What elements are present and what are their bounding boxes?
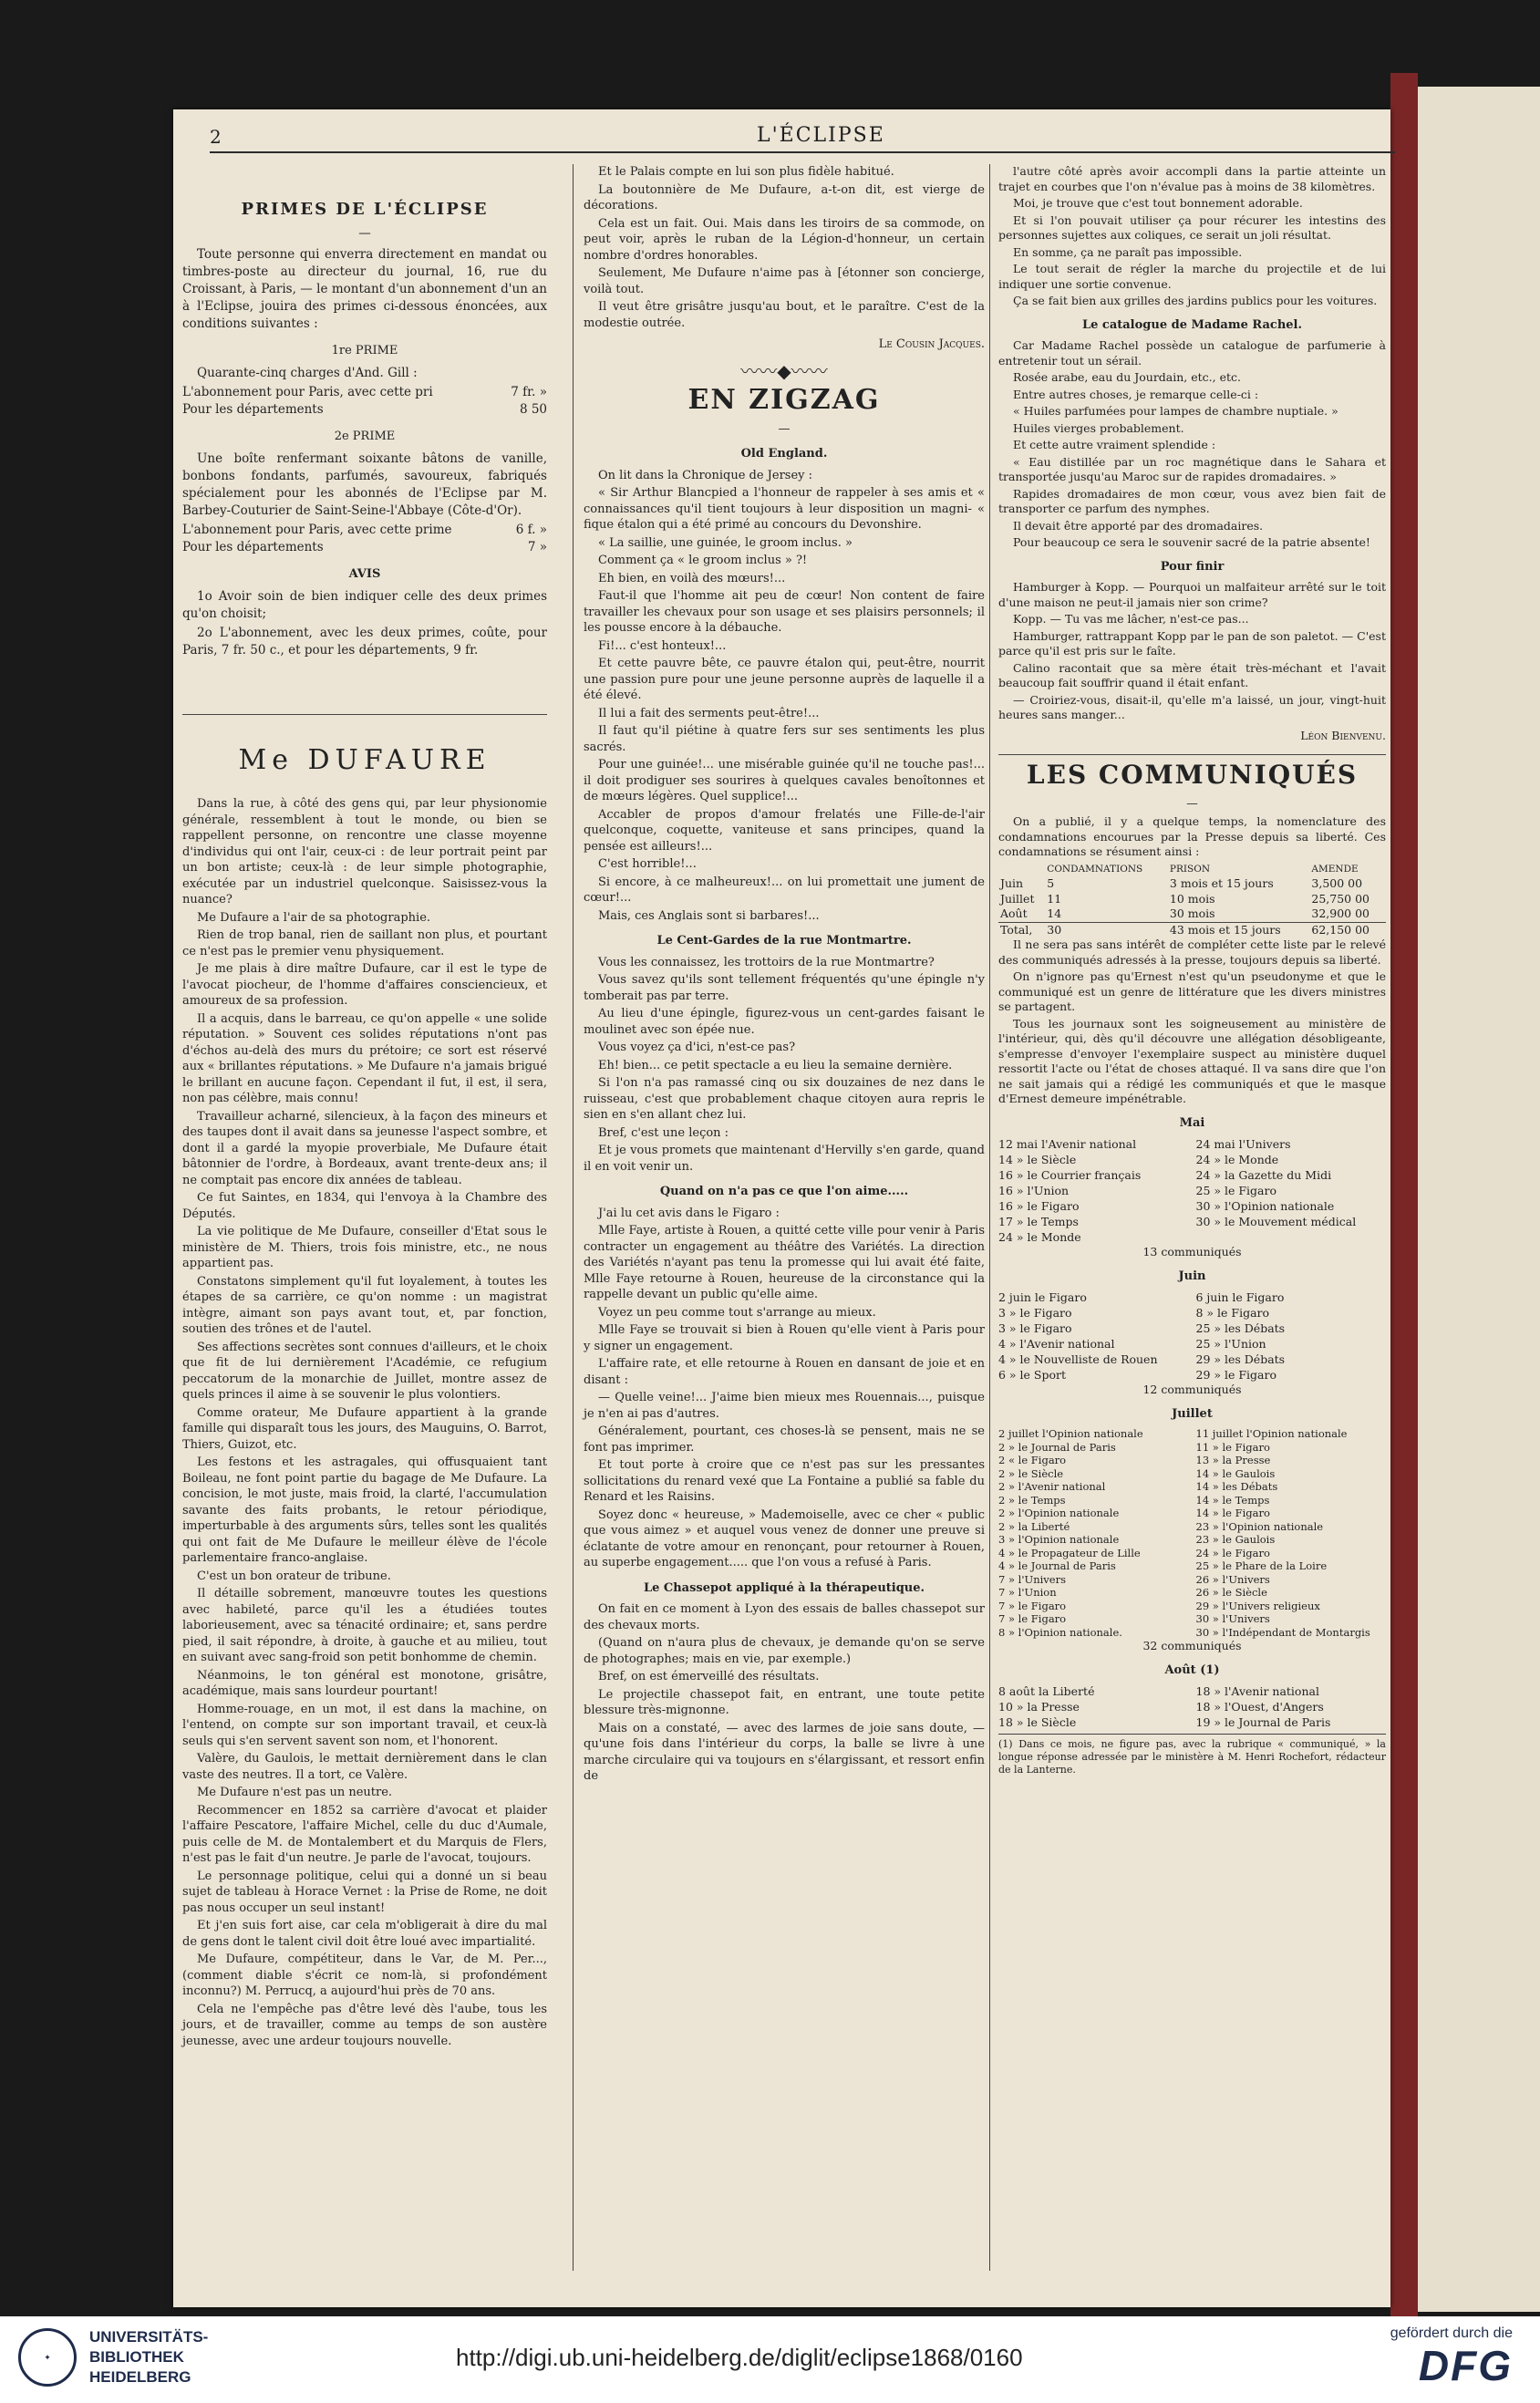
table-header: CONDAMNATIONS	[1047, 863, 1143, 875]
table-cell: 14	[1047, 906, 1062, 920]
paragraph: Il faut qu'il piétine à quatre fers sur ses sentiments les plus sacrés.	[584, 724, 985, 754]
paragraph: Néanmoins, le ton général est monotone, grisâtre, académique, mais sans lourdeur pourtant!	[182, 1668, 547, 1698]
dfg-text: DFG	[1418, 2342, 1513, 2389]
cent-gardes-title: Le Cent-Gardes de la rue Montmartre.	[656, 934, 912, 948]
prime2-dep-label: Pour les départements	[182, 540, 324, 554]
list-item: 12 mai l'Avenir national	[998, 1137, 1137, 1151]
paragraph: Et j'en suis fort aise, car cela m'obligerait à dire du mal de gens dont le talent civil doit être loué avec impartialité.	[182, 1919, 547, 1949]
table-row	[998, 922, 1386, 937]
list-item: 11 juillet l'Opinion nationale	[1195, 1427, 1348, 1440]
list-item: 26 » le Siècle	[1195, 1586, 1267, 1599]
list-item: 16 » le Figaro	[998, 1199, 1080, 1213]
paragraph: Si encore, à ce malheureux!... on lui promettait une jument de cœur!...	[584, 875, 985, 905]
paragraph: Pour beaucoup ce sera le souvenir sacré de la patrie absente!	[1013, 535, 1370, 549]
paragraph: L'affaire rate, et elle retourne à Rouen en dansant de joie et en disant :	[584, 1357, 985, 1387]
paragraph: Et le Palais compte en lui son plus fidèle habitué.	[598, 165, 894, 179]
paragraph: Tous les journaux sont les soigneusement au ministère de l'intérieur, qui, dès qu'il découvre une allégation désobligeante, s'empresse d'envoyer l'exemplaire suspect au ministère duquel ressortit l'acte ou l'état de choses attaqué. Il va sans dire que l'on ne sait jamais qui a rédigé les communiqués et que le masque d'Ernest demeure impénétrable.	[998, 1016, 1386, 1105]
list-item: 29 » les Débats	[1195, 1352, 1286, 1366]
paragraph: Eh bien, en voilà des mœurs!...	[598, 571, 786, 585]
list-item: 16 » l'Union	[998, 1184, 1070, 1197]
list-item: 25 » le Figaro	[1195, 1184, 1276, 1197]
list-item: 14 » le Gaulois	[1195, 1466, 1276, 1480]
paragraph: Ce fut Saintes, en 1834, qui l'envoya à la Chambre des Députés.	[182, 1191, 547, 1221]
paragraph: — Quelle veine!... J'aime bien mieux mes Rouennais..., puisque je n'en ai pas d'autres.	[584, 1391, 985, 1421]
table-cell: Juillet	[1000, 891, 1035, 906]
table-cell: 32,900 00	[1311, 906, 1370, 920]
table-cell: 62,150 00	[1311, 922, 1370, 937]
paragraph: Soyez donc « heureuse, » Mademoiselle, avec ce cher « public que vous aimez » et auquel vous venez de donner une preuve si éclatante de votre amour en renonçant, pour retourner à Rouen, au superbe engagement..... que l'on vous a refusé à Paris.	[584, 1507, 985, 1569]
table-header-row	[998, 862, 1386, 877]
list-item: 8 » l'Opinion nationale.	[998, 1625, 1122, 1639]
divider: —	[1186, 795, 1198, 810]
paragraph: On n'ignore pas qu'Ernest n'est qu'un pseudonyme et que le communiqué est un genre de littérature que les divers ministres se partagent.	[998, 969, 1386, 1013]
list-item: 18 » le Siècle	[998, 1715, 1077, 1729]
list-item: 18 » l'Avenir national	[1195, 1684, 1319, 1698]
list-item: 24 » le Monde	[998, 1230, 1081, 1244]
paragraph: (Quand on n'aura plus de chevaux, je demande qu'on se serve de photographes; mais en vie, par exemple.)	[584, 1636, 985, 1666]
list-item: 6 » le Sport	[998, 1368, 1067, 1382]
list-item: 13 » la Presse	[1195, 1454, 1271, 1466]
mai-count: 13 communiqués	[1142, 1245, 1242, 1258]
list-item: 2 juillet l'Opinion nationale	[998, 1427, 1143, 1440]
paragraph: Ses affections secrètes sont connues d'ailleurs, et le choix que fit de lui dernièrement l'Académie, ce refugium peccatorum de la monarchie de Juillet, montre assez de quels princes il aime à se souvenir le plus volontiers.	[182, 1340, 547, 1402]
prime1-dep-row	[182, 401, 547, 419]
prime1-paris-label: L'abonnement pour Paris, avec cette pri	[182, 385, 433, 399]
aout-list	[998, 1683, 1386, 1730]
prime2-dep-price: 7 »	[527, 540, 547, 554]
list-item: 29 » l'Univers religieux	[1195, 1599, 1320, 1612]
footer-bar	[0, 2316, 1540, 2403]
list-item: 14 » les Débats	[1195, 1480, 1278, 1493]
paragraph: Entre autres choses, je remarque celle-ci :	[1013, 387, 1259, 401]
prime2-paris-label: L'abonnement pour Paris, avec cette prime	[182, 523, 452, 537]
juin-title: Juin	[1178, 1269, 1206, 1283]
table-row	[998, 892, 1386, 907]
running-head: L'ÉCLIPSE	[757, 124, 885, 147]
list-item: 17 » le Temps	[998, 1215, 1079, 1228]
list-item: 2 » le Siècle	[998, 1466, 1064, 1480]
list-item: 30 » l'Indépendant de Montargis	[1195, 1625, 1370, 1639]
juin-count: 12 communiqués	[1142, 1383, 1242, 1396]
avis-title: AVIS	[348, 567, 381, 581]
column-2	[584, 164, 985, 1787]
paragraph: Me Dufaure n'est pas un neutre.	[197, 1786, 393, 1799]
list-item: 30 » l'Univers	[1195, 1612, 1270, 1625]
university-line: BIBLIOTHEK	[89, 2348, 184, 2366]
paragraph: Hamburger, rattrappant Kopp par le pan de son paletot. — C'est parce qu'il est pris sur le faîte.	[998, 628, 1386, 658]
paragraph: Ça se fait bien aux grilles des jardins publics pour les voitures.	[1013, 294, 1378, 307]
column-3	[998, 164, 1386, 1778]
paragraph: Recommencer en 1852 sa carrière d'avocat et plaider l'affaire Pescatore, l'affaire Michel, celle du duc d'Aumale, puis celle de M. de Montalembert et du Marquis de Flers, n'est pas le fait d'un neutre. Je parle de l'avocat, toujours.	[182, 1803, 547, 1865]
list-item: 11 » le Figaro	[1195, 1440, 1270, 1454]
table-cell: Juin	[1000, 876, 1024, 890]
prime2-paris-row	[182, 522, 547, 539]
paragraph: On lit dans la Chronique de Jersey :	[598, 468, 813, 482]
table-header: AMENDE	[1311, 863, 1359, 875]
list-item: 24 » le Monde	[1195, 1153, 1279, 1166]
prime1-paris-row	[182, 384, 547, 401]
list-item: 23 » l'Opinion nationale	[1195, 1519, 1324, 1533]
table-header: PRISON	[1169, 863, 1211, 875]
paragraph: Il devait être apporté par des dromadaires.	[1013, 518, 1264, 533]
university-line: HEIDELBERG	[89, 2368, 191, 2386]
dufaure-article	[182, 796, 547, 2049]
paragraph: Voyez un peu comme tout s'arrange au mieux.	[598, 1305, 876, 1320]
paragraph: C'est un bon orateur de tribune.	[197, 1569, 391, 1583]
paragraph: On a publié, il y a quelque temps, la nomenclature des condamnations encourues par la Presse depuis sa liberté. Ces condamnations se résument ainsi :	[998, 814, 1386, 858]
paragraph: Il a acquis, dans le barreau, ce qu'on appelle « une solide réputation. » Souvent ces solides réputations n'ont pas d'échos au-delà des murs du prétoire; ce sort est réservé aux « brillantes réputations. » Me Dufaure n'a jamais brigué le brillant en aucune façon. Cependant il fut, il est, il sera, non pas célèbre, mais connu!	[182, 1011, 547, 1105]
paragraph: « Huiles parfumées pour lampes de chambre nuptiale. »	[1013, 404, 1338, 418]
paragraph: Et je vous promets que maintenant d'Hervilly s'en garde, quand il en voit venir un.	[584, 1144, 985, 1174]
list-item: 4 » le Nouvelliste de Rouen	[998, 1352, 1158, 1366]
communiques-title: LES COMMUNIQUÉS	[1026, 760, 1359, 790]
paragraph: Et cette autre vraiment splendide :	[1013, 438, 1216, 451]
rachel-title: Le catalogue de Madame Rachel.	[1081, 317, 1303, 332]
list-item: 7 » l'Univers	[998, 1572, 1066, 1586]
list-item: 14 » le Siècle	[998, 1153, 1077, 1166]
list-item: 7 » l'Union	[998, 1586, 1057, 1599]
page-header	[210, 119, 1395, 153]
paragraph: Bref, on est émerveillé des résultats.	[598, 1670, 820, 1683]
paragraph: Le projectile chassepot fait, en entrant, une toute petite blessure très-mignonne.	[584, 1687, 985, 1717]
prime1-title: 1re PRIME	[331, 344, 398, 357]
ornament-divider: 〰〰◆〰〰	[740, 359, 828, 382]
list-item: 14 » le Temps	[1195, 1493, 1270, 1507]
list-item: 30 » le Mouvement médical	[1195, 1215, 1357, 1228]
paragraph: Vous les connaissez, les trottoirs de la rue Montmartre?	[598, 955, 935, 969]
divider	[998, 754, 1386, 755]
paragraph: Vous voyez ça d'ici, n'est-ce pas?	[598, 1041, 796, 1054]
juin-list	[998, 1290, 1386, 1383]
list-item: 6 juin le Figaro	[1195, 1290, 1285, 1304]
paragraph: Faut-il que l'homme ait peu de cœur! Non content de faire travailler les chevaux pour son usage et ses plaisirs personnels; il les pousse encore à la débauche.	[584, 589, 985, 635]
list-item: 24 » le Figaro	[1195, 1546, 1270, 1559]
paragraph: Cela est un fait. Oui. Mais dans les tiroirs de sa commode, on peut voir, après le ruban de la Légion-d'honneur, un certain nombre d'ordres honorables.	[584, 216, 985, 263]
paragraph: Calino racontait que sa mère était très-méchant et l'avait beaucoup fait souffrir quand il était enfant.	[998, 660, 1386, 689]
finir-title: Pour finir	[1160, 559, 1225, 574]
footnote: (1) Dans ce mois, ne figure pas, avec la rubrique « communiqué, » la longue réponse adressée par le ministère à M. Henri Rochefort, rédacteur de la Lanterne.	[998, 1738, 1386, 1776]
list-item: 7 » le Figaro	[998, 1599, 1067, 1612]
prime2-desc: Une boîte renfermant soixante bâtons de vanille, bonbons fondants, parfumés, savoureux, fabriqués spécialement pour les abonnés de l'Eclipse par M. Barbey-Couturier de Saint-Seine-l'Abbaye (Côte-d'Or).	[182, 451, 547, 518]
list-item: 19 » le Journal de Paris	[1195, 1715, 1331, 1729]
list-item: 23 » le Gaulois	[1195, 1533, 1276, 1546]
paragraph: Car Madame Rachel possède un catalogue de parfumerie à entretenir tout un sérail.	[998, 338, 1386, 368]
juillet-list	[998, 1427, 1386, 1639]
page-number: 2	[210, 126, 222, 148]
prime2-dep-row	[182, 539, 547, 556]
mai-title: Mai	[1179, 1115, 1205, 1130]
table-cell: 11	[1047, 891, 1062, 906]
juillet-count: 32 communiqués	[1142, 1639, 1242, 1652]
paragraph: Mlle Faye se trouvait si bien à Rouen qu'elle vient à Paris pour y signer un engagement.	[584, 1323, 985, 1353]
juillet-title: Juillet	[1172, 1406, 1213, 1421]
list-item: 18 » l'Ouest, d'Angers	[1195, 1700, 1324, 1714]
table-cell: 3 mois et 15 jours	[1169, 876, 1274, 890]
condamnations-table	[998, 862, 1386, 938]
paragraph: Comme orateur, Me Dufaure appartient à la grande famille qui disparaît tous les jours, des Mauguins, O. Barrot, Thiers, Guizot, etc.	[182, 1405, 547, 1452]
paragraph: Rapides dromadaires de mon cœur, vous avez bien fait de transporter ce parfum des nymphes.	[998, 486, 1386, 515]
paragraph: « Sir Arthur Blancpied a l'honneur de rappeler à ses amis et « connaissances qu'il tient toujours à leur disposition un magni- « fique étalon qui a été primé au concours du Devonshire.	[584, 486, 985, 532]
primes-title: PRIMES DE L'ÉCLIPSE	[241, 200, 489, 219]
list-item: 4 » le Propagateur de Lille	[998, 1546, 1141, 1559]
paragraph: Et si l'on pouvait utiliser ça pour récurer les intestins des personnes sujettes aux coliques, ce serait un joli résultat.	[998, 212, 1386, 242]
paragraph: C'est horrible!...	[598, 857, 697, 871]
paragraph: Me Dufaure a l'air de sa photographie.	[197, 910, 431, 925]
column-rule	[573, 164, 574, 2271]
paragraph: Au lieu d'une épingle, figurez-vous un cent-gardes faisant le moulinet avec son épée nue.	[584, 1007, 985, 1037]
old-england-title: Old England.	[740, 447, 828, 461]
university-seal-icon: ✦	[18, 2328, 77, 2387]
paragraph: Bref, c'est une leçon :	[598, 1125, 729, 1140]
prime2-title: 2e PRIME	[334, 430, 396, 443]
prime2-paris-price: 6 f. »	[515, 523, 547, 537]
table-cell: 30 mois	[1169, 906, 1215, 920]
list-item: 26 » l'Univers	[1195, 1572, 1270, 1586]
paragraph: Il lui a fait des serments peut-être!...	[598, 706, 820, 720]
list-item: 25 » les Débats	[1195, 1321, 1286, 1335]
paragraph: Seulement, Me Dufaure n'aime pas à [étonner son concierge, voilà tout.	[584, 266, 985, 296]
list-item: 7 » le Figaro	[998, 1612, 1067, 1625]
paragraph: « Eau distillée par un roc magnétique dans le Sahara et transportée jusqu'au Maroc sur de rapides dromadaires. »	[998, 454, 1386, 483]
column-rule	[989, 164, 990, 2271]
paragraph: Et tout porte à croire que ce n'est pas sur les pressantes sollicitations du renard vexé que La Fontaine a publié sa fable du Renard et les Raisins.	[584, 1458, 985, 1504]
table-cell: 43 mois et 15 jours	[1169, 922, 1281, 937]
paragraph: J'ai lu cet avis dans le Figaro :	[598, 1206, 780, 1220]
list-item: 3 » le Figaro	[998, 1306, 1072, 1320]
paragraph: « La saillie, une guinée, le groom inclus. »	[598, 535, 853, 550]
paragraph: La vie politique de Me Dufaure, conseiller d'Etat sous le ministère de M. Thiers, trois fois ministre, etc., ne nous appartient pas.	[182, 1225, 547, 1270]
list-item: 16 » le Courrier français	[998, 1168, 1142, 1182]
paragraph: Le personnage politique, celui qui a donné un si beau sujet de tableau à Horace Vernet : la Prise de Rome, ne doit pas nous occuper un seul instant!	[182, 1869, 547, 1915]
adjacent-page-text	[1422, 274, 1536, 286]
paragraph: Le tout serait de régler la marche du projectile et de lui indiquer une sortie convenue.	[998, 262, 1386, 291]
paragraph: Hamburger à Kopp. — Pourquoi un malfaiteur arrêté sur le toit d'une maison ne peut-il jamais nier son crime?	[998, 580, 1386, 609]
paragraph: Cela ne l'empêche pas d'être levé dès l'aube, tous les jours, et de travailler, comme au temps de son austère jeunesse, avec une ardeur toujours nouvelle.	[182, 2002, 547, 2048]
list-item: 25 » le Phare de la Loire	[1195, 1559, 1328, 1572]
paragraph: Il détaille sobrement, manœuvre toutes les questions avec habileté, parce qu'il les a étudiées toutes laborieusement, avec sa ténacité ordinaire; et, sans perdre pied, il sait répondre, à droite, à gauche et au milieu, tout en suivant avec sang-froid son petit bonhomme de chemin.	[182, 1587, 547, 1664]
table-cell: Août	[1000, 906, 1028, 920]
list-item: 4 » l'Avenir national	[998, 1337, 1115, 1351]
zigzag-title: EN ZIGZAG	[687, 384, 881, 416]
list-item: 2 « le Figaro	[998, 1454, 1067, 1466]
primes-intro: Toute personne qui enverra directement en mandat ou timbres-poste au directeur du journal, 16, rue du Croissant, à Paris, — le montant d'un abonnement d'un an à l'Eclipse, jouira des primes ci-dessous énoncées, aux conditions suivantes :	[182, 247, 547, 331]
list-item: 3 » l'Opinion nationale	[998, 1533, 1120, 1546]
list-item: 2 » l'Opinion nationale	[998, 1507, 1120, 1519]
list-item	[1196, 1229, 1387, 1245]
avis-1: 1o Avoir soin de bien indiquer celle des deux primes qu'on choisit;	[182, 589, 547, 621]
dufaure-title: Me DUFAURE	[238, 744, 491, 776]
list-item: 30 » l'Opinion nationale	[1195, 1199, 1335, 1213]
list-item: 29 » le Figaro	[1195, 1368, 1276, 1382]
list-item: 2 » le Temps	[998, 1493, 1066, 1507]
table-cell: 3,500 00	[1311, 876, 1363, 890]
aime-title: Quand on n'a pas ce que l'on aime.....	[659, 1185, 909, 1198]
paragraph: Mlle Faye, artiste à Rouen, a quitté cette ville pour venir à Paris contracter un engagement au théâtre des Variétés. La direction des Variétés n'ayant pas tenu la promesse qui lui avait été faite, Mlle Faye retourne à Rouen, heureuse de la circonstance qui la rappelle devant un public qu'elle aime.	[584, 1224, 985, 1301]
prime1-desc: Quarante-cinq charges d'And. Gill :	[197, 366, 418, 380]
table-header	[998, 862, 1045, 877]
paragraph: Me Dufaure, compétiteur, dans le Var, de M. Per..., (comment diable s'écrit ce nom-là, si profondément inconnu?) M. Perrucq, a aujourd'hui près de 70 ans.	[182, 1952, 547, 1998]
table-row	[998, 906, 1386, 922]
list-item: 24 mai l'Univers	[1195, 1137, 1291, 1151]
paragraph: Généralement, pourtant, ces choses-là se pensent, mais ne se font pas imprimer.	[584, 1424, 985, 1455]
list-item: 8 » le Figaro	[1195, 1306, 1270, 1320]
paragraph: Eh! bien... ce petit spectacle a eu lieu la semaine dernière.	[598, 1058, 953, 1072]
list-item: 2 » la Liberté	[998, 1519, 1070, 1533]
paragraph: Homme-rouage, en un mot, il est dans la machine, on l'entend, on compte sur son important travail, et ceux-là seuls qui s'en servent savent son nom, et l'honorent.	[182, 1702, 547, 1748]
book-binding	[1390, 73, 1418, 2316]
university-name	[89, 2327, 208, 2387]
paragraph: — Croiriez-vous, disait-il, qu'elle m'a laissé, un jour, vingt-huit heures sans manger...	[998, 692, 1386, 721]
paragraph: Valère, du Gaulois, le mettait dernièrement dans le clan vaste des neutres. Il a tort, ce Valère.	[182, 1752, 547, 1782]
paragraph: Constatons simplement qu'il fut loyalement, à toutes les étapes de sa carrière, ce qu'on nomme : un magistrat intègre, aimant son pays avant tout, et, par fonction, soutien des trônes et de l'autel.	[182, 1274, 547, 1336]
divider: —	[358, 226, 371, 241]
funded-by-text: gefördert durch die	[1390, 2325, 1513, 2341]
chassepot-title: Le Chassepot appliqué à la thérapeutique.	[643, 1580, 925, 1595]
table-row	[998, 876, 1386, 892]
paragraph: Accabler de propos d'amour frelatés une Fille-de-l'air quelconque, coquette, vaniteuse et sans principes, quand la pensée est ailleurs!...	[584, 807, 985, 854]
list-item: 2 juin le Figaro	[998, 1290, 1087, 1304]
table-cell: 5	[1047, 876, 1055, 890]
paragraph: Comment ça « le groom inclus » ?!	[598, 554, 808, 567]
table-cell: 30	[1047, 922, 1062, 937]
paragraph: Je me plais à dire maître Dufaure, car il est le type de l'avocat piocheur, de l'homme d'affaires consciencieux, et amoureux de sa profession.	[182, 962, 547, 1008]
list-item: 24 » la Gazette du Midi	[1195, 1168, 1332, 1182]
paragraph: l'autre côté après avoir accompli dans la partie atteinte un trajet en courbes que l'on n'évalue pas à moins de 38 kilomètres.	[998, 164, 1386, 193]
divider	[182, 714, 547, 715]
paragraph: Travailleur acharné, silencieux, à la façon des mineurs et des taupes dont il avait dans sa jeunesse l'aspect sombre, et dont il a gardé la myopie proverbiale, Me Dufaure était bâtonnier de l'ordre, à Bordeaux, avant trente-deux ans; il ne comptait pas encore dix années de tableau.	[182, 1109, 547, 1187]
table-cell: 25,750 00	[1311, 891, 1370, 906]
list-item: 10 » la Presse	[998, 1700, 1080, 1714]
paragraph: Rien de trop banal, rien de saillant non plus, et pourtant ce n'est pas le premier venu physiquement.	[182, 928, 547, 958]
paragraph: Moi, je trouve que c'est tout bonnement adorable.	[1013, 196, 1303, 210]
paragraph: En somme, ça ne paraît pas impossible.	[1013, 244, 1243, 259]
list-item: 25 » l'Union	[1195, 1337, 1266, 1351]
signature: Léon Bienvenu.	[1300, 728, 1386, 742]
paragraph: Et cette pauvre bête, ce pauvre étalon qui, peut-être, nourrit une passion pure pour une jeune personne auprès de laquelle il a été élevé.	[584, 657, 985, 702]
list-item: 8 août la Liberté	[998, 1684, 1095, 1698]
paragraph: Dans la rue, à côté des gens qui, par leur physionomie générale, ressemblent à tout le monde, ou bien se rappellent personne, on rencontre une classe moyenne d'individus qui ont l'air, ceux-ci : de leur portrait peint par un bon artiste; ceux-là : de leur simple photographie, exécutée par un industriel quelconque. Saisissez-vous la nuance?	[182, 797, 547, 906]
paragraph: Fi!... c'est honteux!...	[598, 638, 727, 653]
paragraph: Les festons et les astragales, qui offusquaient tant Boileau, ne font point partie du bagage de Me Dufaure. La concision, le mot juste, mais froid, la clarté, l'accumulation savante des faits probants, le retour périodique, imperturbable à des arguments sûrs, telles sont les qualités qui ont fait de Me Dufaure le meilleur élève de l'école parlementaire franco-anglaise.	[182, 1455, 547, 1565]
dfg-logo	[1390, 2325, 1513, 2389]
paragraph: Vous savez qu'ils sont tellement fréquentés qu'une épingle n'y tomberait pas par terre.	[584, 973, 985, 1003]
signature: Le Cousin Jacques.	[878, 337, 985, 351]
prime1-dep-price: 8 50	[519, 402, 547, 417]
list-item: 3 » le Figaro	[998, 1321, 1072, 1335]
list-item: 14 » le Figaro	[1195, 1507, 1270, 1519]
prime1-paris-price: 7 fr. »	[511, 385, 547, 399]
column-1	[182, 164, 547, 2051]
table-cell: Total,	[1000, 922, 1033, 937]
paragraph: Mais on a constaté, — avec des larmes de joie sans doute, — qu'une fois dans l'intérieur du corps, la balle se livre à une marche circulaire qui va toujours en s'élargissant, et ressort enfin de	[584, 1721, 985, 1783]
paragraph: La boutonnière de Me Dufaure, a-t-on dit, est vierge de décorations.	[584, 182, 985, 212]
university-line: UNIVERSITÄTS-	[89, 2328, 209, 2346]
paragraph: Mais, ces Anglais sont si barbares!...	[598, 908, 820, 923]
adjacent-page-edge	[1418, 87, 1540, 2312]
divider: —	[778, 421, 791, 436]
prime1-dep-label: Pour les départements	[182, 402, 324, 417]
avis-2: 2o L'abonnement, avec les deux primes, coûte, pour Paris, 7 fr. 50 c., et pour les départements, 9 fr.	[182, 626, 547, 658]
paragraph: Il veut être grisâtre jusqu'au bout, et le paraître. C'est de la modestie outrée.	[584, 300, 985, 330]
paragraph: On fait en ce moment à Lyon des essais de balles chassepot sur des chevaux morts.	[584, 1602, 985, 1632]
paragraph: Il ne sera pas sans intérêt de compléter cette liste par le relevé des communiqués adressés à la presse, toujours depuis sa liberté.	[998, 937, 1386, 967]
source-url[interactable]: http://digi.ub.uni-heidelberg.de/diglit/eclipse1868/0160	[456, 2344, 1023, 2371]
paragraph: Rosée arabe, eau du Jourdain, etc., etc.	[1013, 370, 1241, 384]
paragraph: Huiles vierges probablement.	[1013, 420, 1184, 435]
paragraph: Kopp. — Tu vas me lâcher, n'est-ce pas...	[1013, 612, 1249, 626]
aout-title: Août (1)	[1164, 1662, 1220, 1677]
paragraph: Pour une guinée!... une misérable guinée qu'il ne touche pas!... il doit prodiguer ses sourires à quelques cavales benoîtonnes et de mœurs légères. Quel supplice!...	[584, 758, 985, 803]
divider	[998, 1734, 1386, 1735]
list-item: 4 » le Journal de Paris	[998, 1559, 1116, 1572]
list-item: 2 » le Journal de Paris	[998, 1440, 1116, 1454]
list-item: 2 » l'Avenir national	[998, 1480, 1106, 1493]
mai-list	[998, 1136, 1386, 1245]
table-cell: 10 mois	[1169, 891, 1215, 906]
paragraph: Si l'on n'a pas ramassé cinq ou six douzaines de nez dans le ruisseau, c'est que probablement chaque citoyen aura repris le sien en s'en allant chez lui.	[584, 1076, 985, 1122]
university-logo	[18, 2327, 208, 2387]
